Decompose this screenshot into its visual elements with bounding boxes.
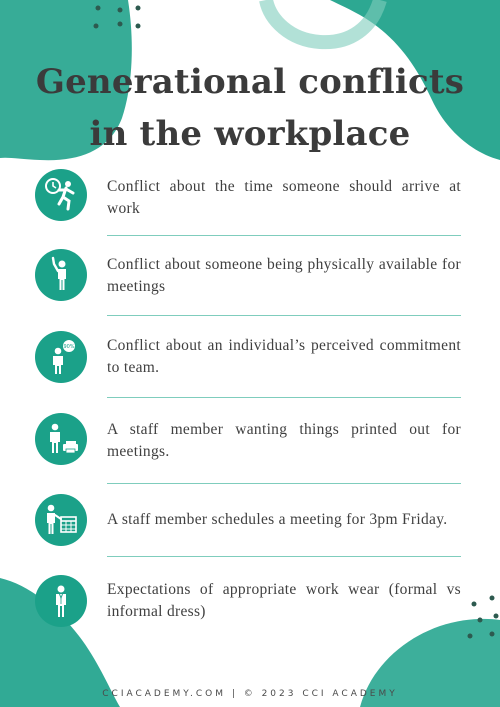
person-percentage-icon bbox=[35, 331, 87, 383]
footer-credit: CCIACADEMY.COM | © 2023 CCI ACADEMY bbox=[102, 689, 398, 699]
item-text: Conflict about someone being physically available for meetings bbox=[107, 256, 461, 295]
item-divider bbox=[107, 556, 461, 557]
item-text: A staff member wanting things printed out for meetings. bbox=[107, 421, 461, 460]
item-text: Conflict about an individual’s perceived commitment to team. bbox=[107, 337, 461, 376]
item-divider bbox=[107, 483, 461, 484]
item-text: A staff member schedules a meeting for 3pm Friday. bbox=[107, 511, 448, 528]
page-title-line1: Generational conflicts bbox=[35, 62, 465, 102]
person-calendar-icon bbox=[35, 494, 87, 546]
person-printer-icon bbox=[35, 413, 87, 465]
percentage-label: 90% bbox=[63, 344, 75, 350]
item-text: Expectations of appropriate work wear (formal vs informal dress) bbox=[107, 581, 461, 620]
running-late-icon bbox=[35, 169, 87, 221]
person-raising-hand-icon bbox=[35, 249, 87, 301]
page-title-line2: in the workplace bbox=[89, 114, 411, 154]
item-divider bbox=[107, 315, 461, 316]
person-formal-wear-icon bbox=[35, 575, 87, 627]
item-divider bbox=[107, 397, 461, 398]
item-divider bbox=[107, 235, 461, 236]
item-text: Conflict about the time someone should arrive at work bbox=[107, 178, 461, 217]
